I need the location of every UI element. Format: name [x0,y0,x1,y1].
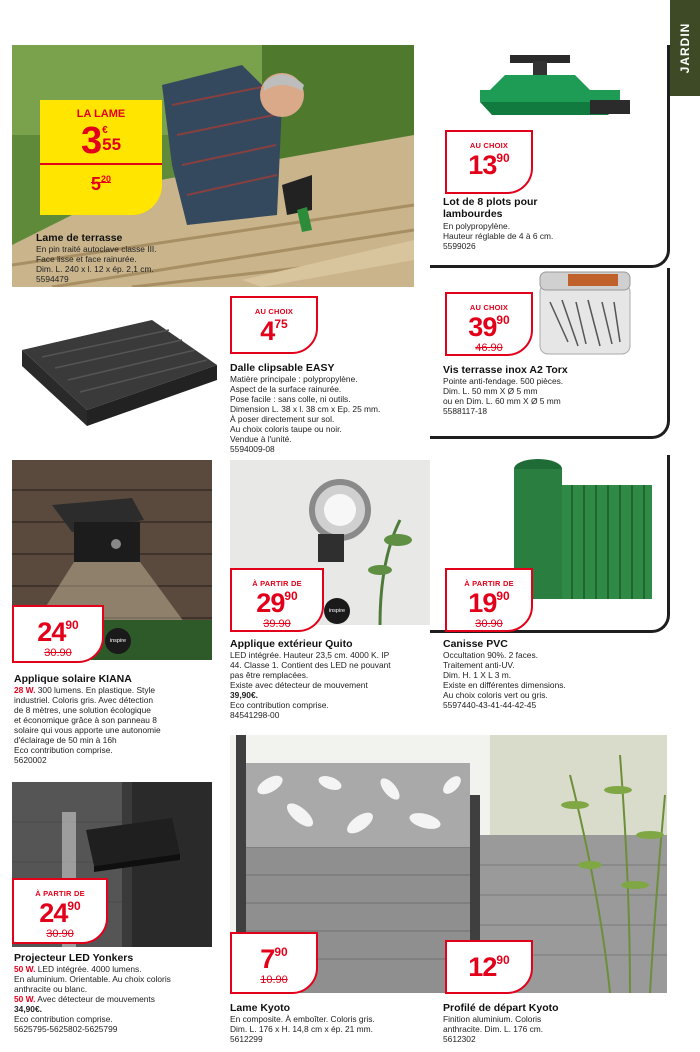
lame-terrasse-title: Lame de terrasse [36,232,123,244]
vis-price-badge: AU CHOIX $39^{90}$ 46.90 [445,292,533,356]
plots-photo [440,45,660,135]
inspire-logo: inspire [324,598,350,624]
plots-desc: En polypropylène. Hauteur réglable de 4 à 6 cm. 5599026 [443,221,554,251]
inspire-logo: inspire [105,628,131,654]
plots-price-badge: AU CHOIX $13^{90}$ [445,130,533,194]
profile-desc: Finition aluminium. Coloris anthracite. Dim. L. 176 cm. 5612302 [443,1014,544,1044]
section-tab-jardin[interactable] [670,0,700,96]
profile-price-badge: $12^{90}$ [445,940,533,994]
canisse-price-badge: À PARTIR DE $19^{90}$ 30.90 [445,568,533,632]
quito-title: Applique extérieur Quito [230,638,353,650]
profile-title: Profilé de départ Kyoto [443,1002,559,1014]
kyoto-price-badge: $7^{90}$ 10.90 [230,932,318,994]
canisse-title: Canisse PVC [443,638,508,650]
vis-photo [528,262,638,362]
vis-desc: Pointe anti-fendage. 500 pièces. Dim. L. 50 mm X Ø 5 mm ou en Dim. L. 60 mm X Ø 5 mm 5588117-18 [443,376,564,416]
old-price: $5^{20}$ [90,174,112,194]
kyoto-title: Lame Kyoto [230,1002,291,1014]
dalle-price-badge: AU CHOIX $4^{75}$ [230,296,318,354]
lame-terrasse-price-badge [40,100,162,215]
kyoto-desc: En composite. À emboîter. Coloris gris. Dim. L. 176 x H. 14,8 cm x ép. 21 mm. 5612299 [230,1014,375,1044]
yonkers-price-badge: À PARTIR DE $24^{90}$ 30.90 [12,878,108,944]
yonkers-title: Projecteur LED Yonkers [14,952,134,964]
plots-title: Lot de 8 plots pour lambourdes [443,196,538,220]
kiana-desc: 28 W. 300 lumens. En plastique. Style industriel. Coloris gris. Avec détection de 8 mètres, une solution écologique et économique grâce à son panneau 8 solaire qui vous apporte une autonomie d'éclairage de 50 min à 16h Eco contribution comprise. 5620002 [14,685,161,765]
kiana-price-badge: $24^{90}$ 30.90 [12,605,104,663]
lame-terrasse-desc: En pin traité autoclave classe III. Face lisse et face rainurée. Dim. L. 240 x l. 12 x ép. 2,1 cm. 5594479 [36,244,157,284]
canisse-desc: Occultation 90%. 2 faces. Traitement anti-UV. Dim. H. 1 X L 3 m. Existe en différentes dimensions. Au choix coloris vert ou gris. 5597440-43-41-44-42-45 [443,650,566,710]
badge-label: LA LAME [76,108,126,120]
current-price: 3 € 55 [80,120,122,162]
kiana-title: Applique solaire KIANA [14,673,132,685]
quito-desc: LED intégrée. Hauteur 23,5 cm. 4000 K. IP 44. Classe 1. Contient des LED ne pouvant pas être remplacées. Existe avec détecteur de mouvement 39,90€. Eco contribution comprise. 84541298-00 [230,650,391,720]
vis-title: Vis terrasse inox A2 Torx [443,364,568,376]
quito-price-badge: À PARTIR DE $29^{90}$ 39.90 [230,568,324,632]
dalle-title: Dalle clipsable EASY [230,362,335,374]
dalle-desc: Matière principale : polypropylène. Aspect de la surface rainurée. Pose facile : sans colle, ni outils. Dimension L. 38 x l. 38 cm x Ep. 25 mm. À poser directement sur sol. Au choix coloris taupe ou noir. Vendue à l'unité. 5594009-08 [230,374,381,454]
section-tab-label: JARDIN [678,22,692,74]
yonkers-desc: 50 W. LED intégrée. 4000 lumens. En aluminium. Orientable. Au choix coloris anthracite ou blanc. 50 W. Avec détecteur de mouvements 34,90€. Eco contribution comprise. 5625795-5625802-5625799 [14,964,171,1034]
dalle-photo [12,310,224,430]
